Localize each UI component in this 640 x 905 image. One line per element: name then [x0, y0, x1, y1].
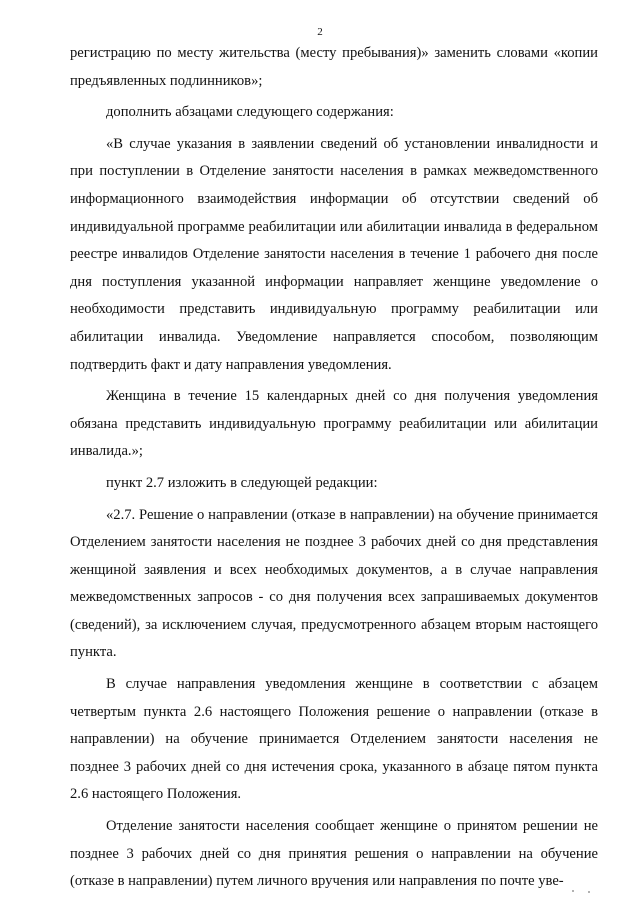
paragraph-disability-notice: «В случае указания в заявлении сведений об установлении инвалидности и при поступлении в Отделение занятости населения в рамках межведомственного информационного взаимодействия информации об отсутствии сведений об индивидуальной программе реабилитации или абилитации инвалида в федеральном реестре инвалидов Отделение занятости населения в течение 1 рабочего дня после дня поступления указанной информации направляет женщине уведомление о необходимости представить индивидуальную программу реабилитации или абилитации инвалида. Уведомление направляется способом, позволяющим подтвердить факт и дату направления уведомления. [70, 135, 598, 373]
paragraph-add-intro: дополнить абзацами следующего содержания: [106, 104, 394, 121]
paragraph-informing-woman: Отделение занятости населения сообщает женщине о принятом решении не позднее 3 рабочих дней со дня принятия решения о направлении на обучение (отказе в направлении) путем личного вручения или направления по почте уве- [70, 818, 598, 890]
scan-speck [572, 890, 574, 892]
page-number: 2 [317, 26, 323, 38]
paragraph-submission-deadline: Женщина в течение 15 календарных дней со дня получения уведомления обязана представить индивидуальную программу реабилитации или абилитации инвалида.»; [70, 388, 598, 460]
paragraph-continuation: регистрацию по месту жительства (месту пребывания)» заменить словами «копии предъявленных подлинников»; [70, 45, 598, 89]
paragraph-notice-case: В случае направления уведомления женщине в соответствии с абзацем четвертым пункта 2.6 настоящего Положения решение о направлении (отказе в направлении) на обучение принимается Отделением занятости населения не позднее 3 рабочих дней со дня истечения срока, указанного в абзаце пятом пункта 2.6 настоящего Положения. [70, 676, 598, 803]
paragraph-item-2-7-decision: «2.7. Решение о направлении (отказе в направлении) на обучение принимается Отделением занятости населения не позднее 3 рабочих дней со дня представления женщиной заявления и всех необходимых документов, а в случае направления межведомственных запросов - со дня получения всех запрашиваемых документов (сведений), за исключением случая, предусмотренного абзацем вторым настоящего пункта. [70, 506, 598, 661]
scan-speck [588, 891, 590, 893]
paragraph-item-2-7-intro: пункт 2.7 изложить в следующей редакции: [106, 474, 378, 491]
document-body [70, 40, 598, 896]
